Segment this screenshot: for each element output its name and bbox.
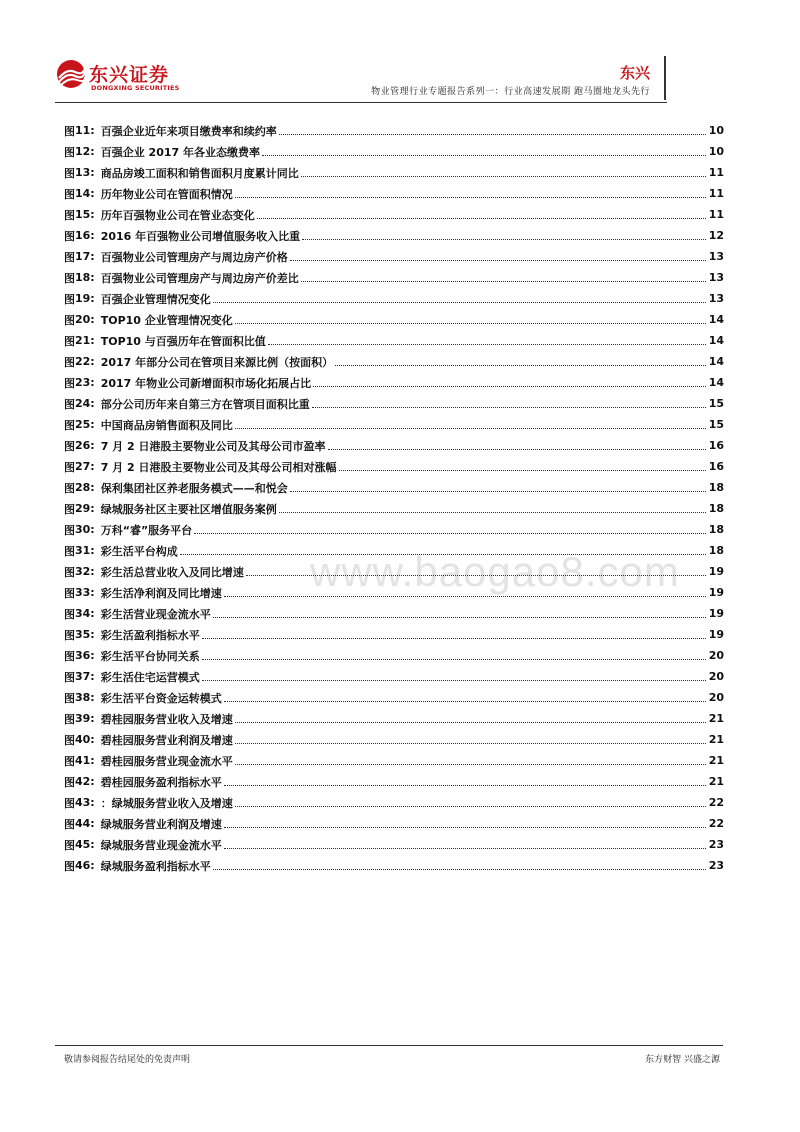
toc-figure-number: 43: [75, 796, 95, 809]
toc-label: 图 [64, 691, 75, 705]
toc-row[interactable] [64, 351, 724, 372]
toc-label: 图 [64, 271, 75, 285]
toc-figure-title: 中国商品房销售面积及同比 [100, 418, 233, 432]
logo-chinese-name: 东兴证券 [89, 64, 170, 86]
toc-leader-dots [301, 281, 706, 282]
toc-figure-title: 商品房竣工面积和销售面积月度累计同比 [100, 166, 299, 180]
toc-page-number: 18 [708, 523, 724, 536]
toc-row[interactable] [64, 120, 724, 141]
toc-row[interactable] [64, 435, 724, 456]
toc-label: 图 [64, 313, 75, 327]
toc-page-number: 19 [708, 607, 724, 620]
toc-label: 图 [64, 565, 75, 579]
toc-page-number: 20 [708, 649, 724, 662]
toc-figure-number: 14: [75, 187, 95, 200]
toc-figure-number: 33: [75, 586, 95, 599]
toc-label: 图 [64, 187, 75, 201]
toc-figure-number: 19: [75, 292, 95, 305]
toc-leader-dots [235, 197, 706, 198]
toc-figure-title: 保利集团社区养老服务模式——和悦会 [100, 481, 288, 495]
toc-row[interactable] [64, 771, 724, 792]
toc-leader-dots [213, 617, 706, 618]
toc-figure-title: 彩生活住宅运营模式 [100, 670, 200, 684]
toc-label: 图 [64, 334, 75, 348]
toc-figure-number: 40: [75, 733, 95, 746]
toc-leader-dots [202, 680, 706, 681]
logo-english-name: DONGXING SECURITIES [91, 84, 180, 92]
toc-figure-title: 碧桂园服务营业现金流水平 [100, 754, 233, 768]
toc-page-number: 13 [708, 292, 724, 305]
toc-row[interactable] [64, 813, 724, 834]
toc-leader-dots [235, 806, 706, 807]
toc-leader-dots [235, 743, 706, 744]
toc-leader-dots [268, 344, 706, 345]
toc-page-number: 11 [708, 166, 724, 179]
toc-figure-number: 21: [75, 334, 95, 347]
toc-label: 图 [64, 208, 75, 222]
toc-page-number: 16 [708, 439, 724, 452]
toc-leader-dots [235, 764, 706, 765]
header-horizontal-rule [55, 102, 667, 103]
toc-leader-dots [235, 323, 706, 324]
toc-label: 图 [64, 481, 75, 495]
toc-leader-dots [301, 176, 706, 177]
toc-leader-dots [224, 701, 706, 702]
figure-index-list [64, 120, 724, 876]
toc-page-number: 21 [708, 712, 724, 725]
toc-label: 图 [64, 754, 75, 768]
toc-figure-title: 百强企业 2017 年各业态缴费率 [100, 145, 260, 159]
brand-title: 东兴 [619, 64, 650, 82]
toc-row[interactable] [64, 519, 724, 540]
toc-row[interactable] [64, 603, 724, 624]
toc-figure-number: 24: [75, 397, 95, 410]
toc-label: 图 [64, 292, 75, 306]
watermark: www.baogao8.com [310, 548, 680, 595]
toc-label: 图 [64, 628, 75, 642]
toc-row[interactable] [64, 477, 724, 498]
toc-page-number: 10 [708, 145, 724, 158]
toc-label: 图 [64, 859, 75, 873]
toc-page-number: 14 [708, 313, 724, 326]
toc-label: 图 [64, 733, 75, 747]
toc-page-number: 20 [708, 670, 724, 683]
toc-leader-dots [194, 533, 706, 534]
toc-row[interactable] [64, 288, 724, 309]
toc-page-number: 13 [708, 271, 724, 284]
toc-figure-title: 彩生活净利润及同比增速 [100, 586, 222, 600]
toc-figure-title: 7 月 2 日港股主要物业公司及其母公司相对涨幅 [100, 460, 337, 474]
toc-page-number: 21 [708, 754, 724, 767]
header-vertical-rule [664, 56, 666, 100]
toc-page-number: 23 [708, 859, 724, 872]
toc-figure-number: 28: [75, 481, 95, 494]
toc-row[interactable] [64, 393, 724, 414]
toc-row[interactable] [64, 792, 724, 813]
toc-figure-number: 12: [75, 145, 95, 158]
toc-figure-number: 16: [75, 229, 95, 242]
toc-page-number: 16 [708, 460, 724, 473]
toc-label: 图 [64, 418, 75, 432]
toc-page-number: 18 [708, 481, 724, 494]
toc-label: 图 [64, 439, 75, 453]
toc-leader-dots [235, 428, 706, 429]
toc-row[interactable] [64, 246, 724, 267]
toc-row[interactable] [64, 141, 724, 162]
toc-row[interactable] [64, 162, 724, 183]
toc-leader-dots [213, 869, 706, 870]
toc-leader-dots [313, 386, 706, 387]
toc-page-number: 15 [708, 397, 724, 410]
toc-label: 图 [64, 523, 75, 537]
toc-page-number: 11 [708, 187, 724, 200]
toc-leader-dots [262, 155, 706, 156]
toc-figure-title: 彩生活平台资金运转模式 [100, 691, 222, 705]
toc-page-number: 12 [708, 229, 724, 242]
toc-figure-title: 绿城服务营业利润及增速 [100, 817, 222, 831]
toc-figure-number: 41: [75, 754, 95, 767]
toc-figure-number: 46: [75, 859, 95, 872]
toc-figure-title: 历年物业公司在管面积情况 [100, 187, 233, 201]
toc-page-number: 11 [708, 208, 724, 221]
toc-label: 图 [64, 838, 75, 852]
toc-figure-number: 45: [75, 838, 95, 851]
toc-figure-number: 22: [75, 355, 95, 368]
toc-figure-title: 绿城服务盈利指标水平 [100, 859, 211, 873]
toc-label: 图 [64, 355, 75, 369]
toc-figure-title: 碧桂园服务营业利润及增速 [100, 733, 233, 747]
toc-figure-number: 29: [75, 502, 95, 515]
toc-figure-title: 百强物业公司管理房产与周边房产价差比 [100, 271, 299, 285]
toc-leader-dots [202, 638, 706, 639]
toc-label: 图 [64, 607, 75, 621]
toc-leader-dots [224, 827, 706, 828]
toc-label: 图 [64, 649, 75, 663]
toc-figure-number: 17: [75, 250, 95, 263]
toc-page-number: 22 [708, 817, 724, 830]
toc-figure-title: 彩生活盈利指标水平 [100, 628, 200, 642]
toc-figure-title: 2016 年百强物业公司增值服务收入比重 [100, 229, 301, 243]
toc-page-number: 10 [708, 124, 724, 137]
toc-figure-number: 32: [75, 565, 95, 578]
toc-leader-dots [290, 491, 706, 492]
toc-page-number: 20 [708, 691, 724, 704]
toc-leader-dots [279, 134, 706, 135]
toc-row[interactable] [64, 540, 724, 561]
toc-label: 图 [64, 817, 75, 831]
toc-figure-number: 31: [75, 544, 95, 557]
page-header [0, 0, 800, 110]
toc-figure-title: 历年百强物业公司在管业态变化 [100, 208, 255, 222]
toc-row[interactable] [64, 834, 724, 855]
toc-figure-number: 11: [75, 124, 95, 137]
toc-row[interactable] [64, 582, 724, 603]
toc-leader-dots [339, 470, 706, 471]
footer-disclaimer: 敬请参阅报告结尾处的免责声明 [64, 1055, 191, 1065]
toc-figure-number: 15: [75, 208, 95, 221]
toc-leader-dots [235, 722, 706, 723]
toc-page-number: 19 [708, 628, 724, 641]
toc-row[interactable] [64, 687, 724, 708]
footer-slogan: 东方财智 兴盛之源 [645, 1055, 720, 1065]
toc-label: 图 [64, 229, 75, 243]
toc-figure-number: 35: [75, 628, 95, 641]
report-subtitle: 物业管理行业专题报告系列一：行业高速发展期 跑马圈地龙头先行 [371, 87, 650, 97]
toc-label: 图 [64, 502, 75, 516]
toc-figure-number: 20: [75, 313, 95, 326]
toc-figure-title: 碧桂园服务盈利指标水平 [100, 775, 222, 789]
toc-leader-dots [302, 239, 706, 240]
toc-row[interactable] [64, 561, 724, 582]
toc-figure-number: 39: [75, 712, 95, 725]
toc-page-number: 13 [708, 250, 724, 263]
toc-row[interactable] [64, 855, 724, 876]
toc-leader-dots [180, 554, 706, 555]
toc-figure-title: TOP10 与百强历年在管面积比值 [100, 334, 266, 348]
toc-page-number: 23 [708, 838, 724, 851]
toc-row[interactable] [64, 309, 724, 330]
toc-leader-dots [328, 449, 706, 450]
toc-leader-dots [224, 785, 706, 786]
toc-row[interactable] [64, 729, 724, 750]
toc-figure-title: 百强物业公司管理房产与周边房产价格 [100, 250, 288, 264]
toc-figure-title: 彩生活平台构成 [100, 544, 178, 558]
toc-page-number: 14 [708, 355, 724, 368]
toc-leader-dots [246, 575, 706, 576]
toc-label: 图 [64, 586, 75, 600]
toc-figure-number: 13: [75, 166, 95, 179]
toc-leader-dots [213, 302, 706, 303]
toc-page-number: 19 [708, 565, 724, 578]
toc-figure-title: 2017 年部分公司在管项目来源比例（按面积） [100, 355, 334, 369]
toc-label: 图 [64, 670, 75, 684]
toc-row[interactable] [64, 708, 724, 729]
toc-leader-dots [290, 260, 706, 261]
toc-figure-title: 彩生活平台协同关系 [100, 649, 200, 663]
toc-page-number: 18 [708, 544, 724, 557]
toc-row[interactable] [64, 645, 724, 666]
toc-label: 图 [64, 397, 75, 411]
toc-row[interactable] [64, 372, 724, 393]
toc-leader-dots [335, 365, 706, 366]
toc-page-number: 15 [708, 418, 724, 431]
toc-figure-title: 2017 年物业公司新增面积市场化拓展占比 [100, 376, 312, 390]
toc-row[interactable] [64, 624, 724, 645]
toc-figure-title: 绿城服务社区主要社区增值服务案例 [100, 502, 277, 516]
toc-label: 图 [64, 166, 75, 180]
toc-leader-dots [279, 512, 706, 513]
toc-leader-dots [312, 407, 706, 408]
toc-figure-title: ：绿城服务营业收入及增速 [100, 796, 233, 810]
toc-figure-number: 38: [75, 691, 95, 704]
toc-page-number: 14 [708, 334, 724, 347]
toc-figure-number: 18: [75, 271, 95, 284]
toc-row[interactable] [64, 456, 724, 477]
toc-row[interactable] [64, 498, 724, 519]
toc-figure-title: TOP10 企业管理情况变化 [100, 313, 233, 327]
toc-figure-title: 7 月 2 日港股主要物业公司及其母公司市盈率 [100, 439, 326, 453]
toc-label: 图 [64, 544, 75, 558]
toc-leader-dots [224, 848, 706, 849]
toc-row[interactable] [64, 183, 724, 204]
dongxing-logo-icon [55, 58, 87, 90]
toc-page-number: 19 [708, 586, 724, 599]
toc-figure-number: 23: [75, 376, 95, 389]
footer-rule [55, 1045, 723, 1046]
toc-figure-title: 万科“睿”服务平台 [100, 523, 193, 537]
toc-label: 图 [64, 796, 75, 810]
toc-figure-number: 42: [75, 775, 95, 788]
toc-row[interactable] [64, 750, 724, 771]
toc-leader-dots [224, 596, 706, 597]
toc-figure-title: 部分公司历年来自第三方在管项目面积比重 [100, 397, 310, 411]
toc-figure-number: 30: [75, 523, 95, 536]
toc-figure-number: 37: [75, 670, 95, 683]
toc-label: 图 [64, 712, 75, 726]
toc-label: 图 [64, 145, 75, 159]
toc-figure-title: 百强企业近年来项目缴费率和续约率 [100, 124, 277, 138]
toc-leader-dots [257, 218, 706, 219]
toc-row[interactable] [64, 414, 724, 435]
toc-label: 图 [64, 775, 75, 789]
toc-row[interactable] [64, 204, 724, 225]
toc-row[interactable] [64, 330, 724, 351]
toc-label: 图 [64, 460, 75, 474]
toc-page-number: 21 [708, 775, 724, 788]
toc-label: 图 [64, 376, 75, 390]
toc-figure-number: 27: [75, 460, 95, 473]
toc-row[interactable] [64, 225, 724, 246]
toc-figure-number: 36: [75, 649, 95, 662]
toc-row[interactable] [64, 267, 724, 288]
toc-page-number: 22 [708, 796, 724, 809]
toc-figure-number: 25: [75, 418, 95, 431]
toc-page-number: 21 [708, 733, 724, 746]
toc-figure-title: 绿城服务营业现金流水平 [100, 838, 222, 852]
toc-figure-number: 34: [75, 607, 95, 620]
toc-label: 图 [64, 124, 75, 138]
toc-figure-title: 彩生活营业现金流水平 [100, 607, 211, 621]
toc-figure-title: 彩生活总营业收入及同比增速 [100, 565, 244, 579]
toc-page-number: 18 [708, 502, 724, 515]
toc-label: 图 [64, 250, 75, 264]
toc-figure-title: 碧桂园服务营业收入及增速 [100, 712, 233, 726]
toc-page-number: 14 [708, 376, 724, 389]
toc-figure-number: 44: [75, 817, 95, 830]
toc-figure-number: 26: [75, 439, 95, 452]
toc-row[interactable] [64, 666, 724, 687]
toc-leader-dots [202, 659, 706, 660]
toc-figure-title: 百强企业管理情况变化 [100, 292, 211, 306]
